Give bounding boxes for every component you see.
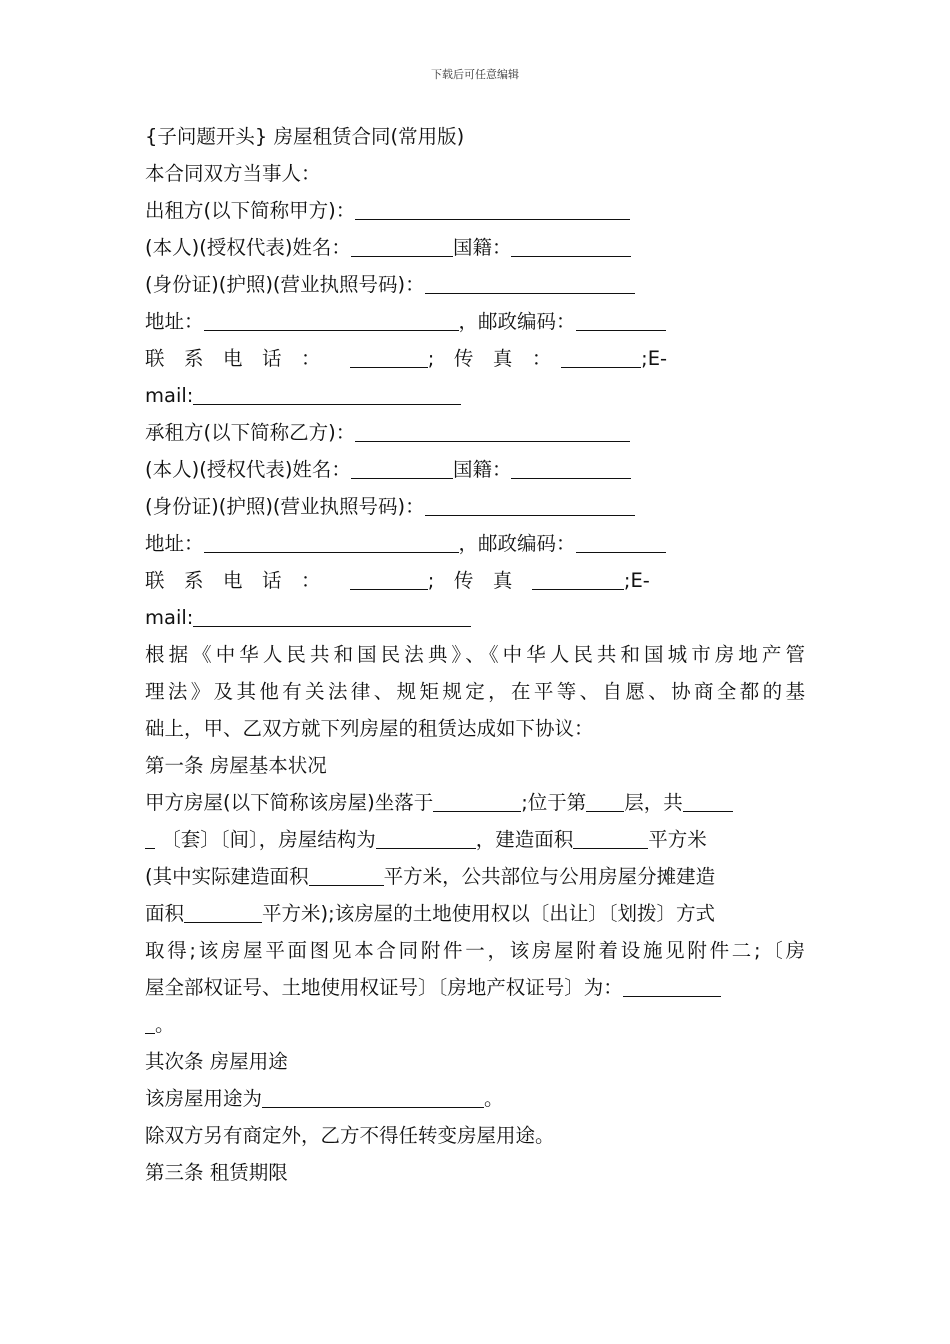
certificate-blank[interactable] [623, 974, 721, 997]
preamble-line-2: 理法》及其他有关法律、规矩规定，在平等、自愿、协商全都的基 [145, 680, 805, 703]
lessor-phone-line: 联 系 电 话 ： ; 传 真 ： ;E- [145, 347, 668, 370]
building-area-blank[interactable] [573, 826, 648, 849]
contract-body [145, 118, 805, 1191]
lessor-id-line: (身份证)(护照)(营业执照号码)： [145, 266, 805, 303]
article-1-heading: 第一条 房屋基本状况 [145, 754, 327, 777]
article-1-line-1: 甲方房屋(以下简称该房屋)坐落于 ;位于第 层，共 [145, 784, 805, 821]
lessee-id-blank[interactable] [425, 493, 635, 516]
article-2-line-1: 该房屋用途为 。 [145, 1087, 504, 1110]
total-floors-blank-cont[interactable] [145, 826, 155, 849]
lessor-fax-blank[interactable] [561, 345, 641, 368]
lessee-email-line: mail: [145, 599, 805, 636]
lessee-name-line: (本人)(授权代表)姓名： 国籍： [145, 451, 805, 488]
lessor-email-blank[interactable] [193, 382, 461, 405]
lessor-phone-blank[interactable] [350, 345, 428, 368]
lessor-line: 出租方(以下简称甲方)： [145, 192, 805, 229]
structure-blank[interactable] [376, 826, 476, 849]
lessor-blank[interactable] [355, 197, 630, 220]
parties-intro: 本合同双方当事人： [145, 162, 321, 185]
article-3-heading: 第三条 租赁期限 [145, 1161, 288, 1184]
lessee-name-blank[interactable] [351, 456, 453, 479]
lessor-id-blank[interactable] [425, 271, 635, 294]
article-1-line-6: 屋全部权证号、土地使用权证号〕〔房地产权证号〕为： [145, 969, 805, 1006]
shared-area-blank[interactable] [184, 900, 262, 923]
preamble-line-3: 础上，甲、乙双方就下列房屋的租赁达成如下协议： [145, 717, 594, 740]
lessee-address-blank[interactable] [204, 530, 459, 553]
lessee-fax-blank[interactable] [532, 567, 624, 590]
actual-area-blank[interactable] [309, 863, 384, 886]
preamble-line-1: 根据《中华人民共和国民法典》、《中华人民共和国城市房地产管 [145, 643, 805, 666]
lessee-line: 承租方(以下简称乙方)： [145, 414, 805, 451]
page-header: 下载后可任意编辑 [431, 68, 519, 81]
article-1-line-3: (其中实际建造面积 平方米，公共部位与公用房屋分摊建造 [145, 865, 716, 888]
lessee-nationality-blank[interactable] [511, 456, 631, 479]
contract-title: {子问题开头} 房屋租赁合同(常用版) [145, 125, 465, 148]
lessor-postcode-blank[interactable] [576, 308, 666, 331]
lessee-postcode-blank[interactable] [576, 530, 666, 553]
usage-blank[interactable] [262, 1085, 484, 1108]
article-1-line-4: 面积 平方米);该房屋的土地使用权以〔出让〕〔划拨〕方式 [145, 902, 715, 925]
lessor-address-blank[interactable] [204, 308, 459, 331]
article-1-line-7: 。 [145, 1006, 805, 1043]
lessor-address-line: 地址： ，邮政编码： [145, 303, 805, 340]
article-2-heading: 其次条 房屋用途 [145, 1050, 288, 1073]
lessee-phone-blank[interactable] [350, 567, 428, 590]
location-blank[interactable] [433, 789, 521, 812]
lessee-email-blank[interactable] [193, 604, 471, 627]
lessee-phone-line: 联 系 电 话 ： ; 传 真 ;E- [145, 569, 650, 592]
lessee-address-line: 地址： ，邮政编码： [145, 525, 805, 562]
total-floors-blank[interactable] [683, 789, 733, 812]
certificate-blank-cont[interactable] [145, 1011, 155, 1034]
article-2-line-2: 除双方另有商定外，乙方不得任转变房屋用途。 [145, 1124, 555, 1147]
lessor-name-line: (本人)(授权代表)姓名： 国籍： [145, 229, 805, 266]
lessee-id-line: (身份证)(护照)(营业执照号码)： [145, 488, 805, 525]
lessor-name-blank[interactable] [351, 234, 453, 257]
lessor-nationality-blank[interactable] [511, 234, 631, 257]
article-1-line-5: 取得;该房屋平面图见本合同附件一，该房屋附着设施见附件二;〔房 [145, 939, 805, 962]
lessor-email-line: mail: [145, 377, 805, 414]
article-1-line-2: 〔套〕〔间〕，房屋结构为 ，建造面积 平方米 [145, 821, 805, 858]
floor-blank[interactable] [586, 789, 624, 812]
lessee-blank[interactable] [355, 419, 630, 442]
